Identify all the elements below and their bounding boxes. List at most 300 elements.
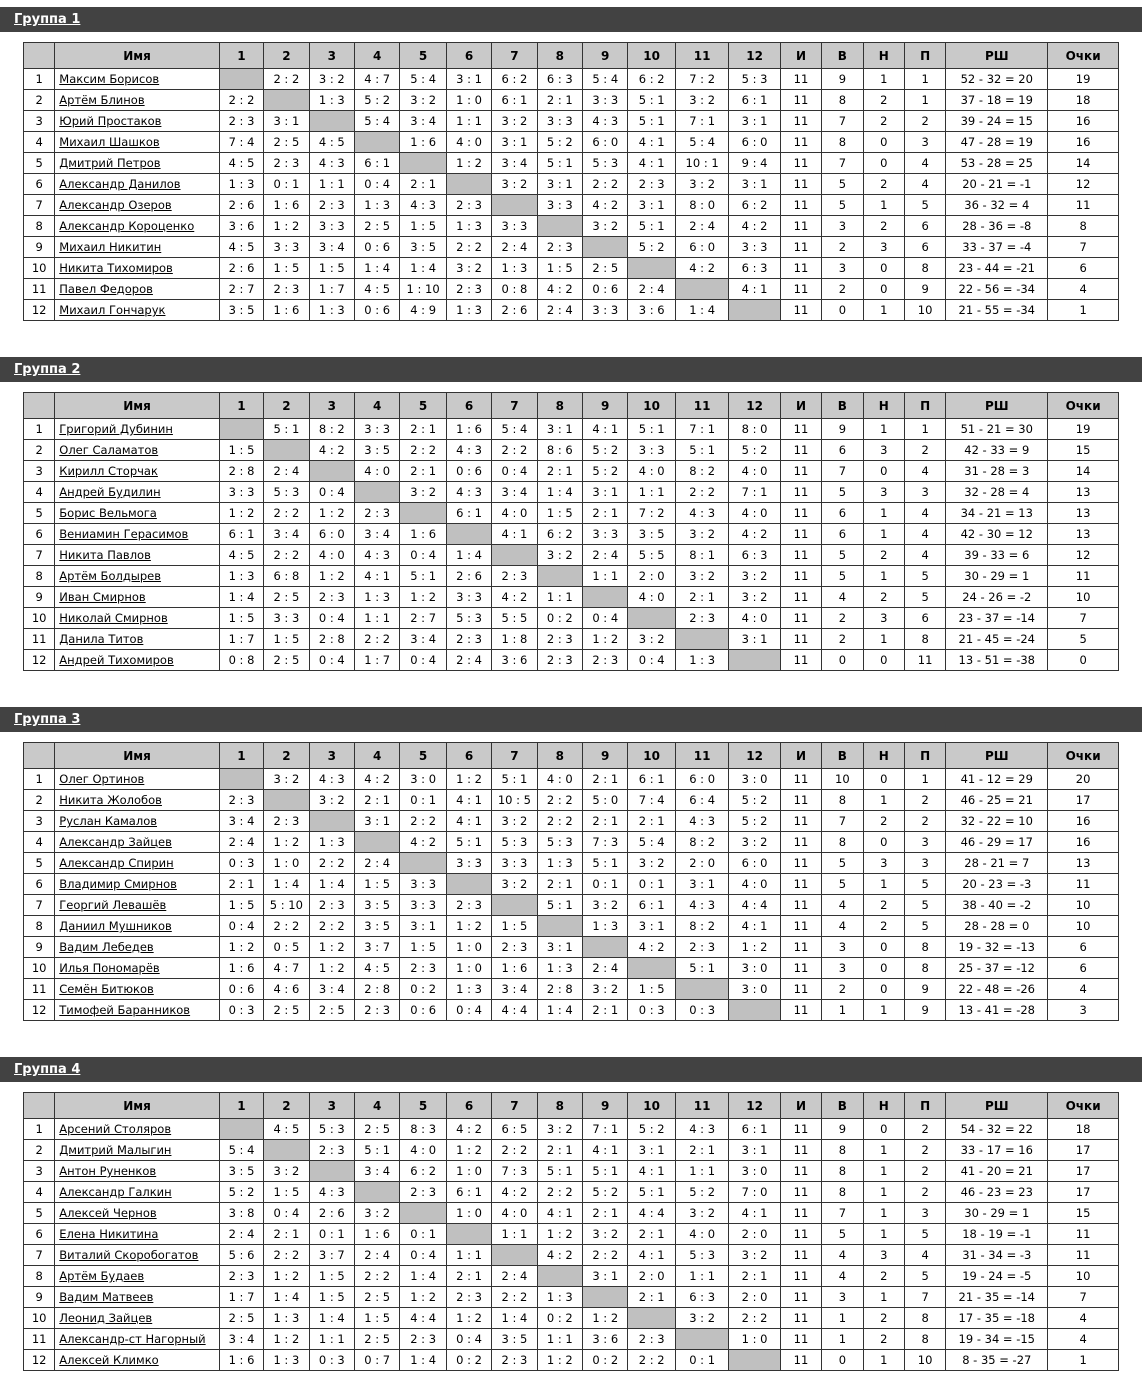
rank-cell: 4 xyxy=(24,482,55,503)
stat-cell: 12 xyxy=(1048,545,1119,566)
stat-cell: 10 xyxy=(1048,916,1119,937)
score-cell: 2 : 3 xyxy=(400,958,446,979)
score-cell: 1 : 4 xyxy=(264,1287,309,1308)
score-cell: 2 : 0 xyxy=(729,1224,780,1245)
stat-cell: 9 xyxy=(904,1000,945,1021)
player-link[interactable]: Арсений Столяров xyxy=(59,1122,172,1136)
rank-cell: 6 xyxy=(24,174,55,195)
score-cell: 7 : 1 xyxy=(583,1119,628,1140)
player-name-cell xyxy=(55,195,220,216)
self-match-cell xyxy=(400,503,446,524)
score-cell: 2 : 3 xyxy=(675,937,728,958)
column-header: 12 xyxy=(729,1093,780,1119)
score-cell: 2 : 3 xyxy=(264,279,309,300)
score-cell: 2 : 2 xyxy=(729,1308,780,1329)
stat-cell: 11 xyxy=(780,1287,821,1308)
player-name-cell xyxy=(55,566,220,587)
stat-cell: 6 xyxy=(1048,958,1119,979)
score-cell: 2 : 1 xyxy=(583,769,628,790)
player-link[interactable]: Андрей Тихомиров xyxy=(59,653,174,667)
rank-cell: 9 xyxy=(24,237,55,258)
score-cell: 7 : 4 xyxy=(628,790,675,811)
player-link[interactable]: Александр Спирин xyxy=(59,856,174,870)
score-cell: 5 : 2 xyxy=(583,461,628,482)
score-cell: 1 : 0 xyxy=(446,937,491,958)
player-link[interactable]: Артём Болдырев xyxy=(59,569,162,583)
rank-cell: 12 xyxy=(24,1000,55,1021)
score-cell: 1 : 2 xyxy=(309,566,354,587)
score-cell: 4 : 0 xyxy=(492,503,537,524)
score-cell: 2 : 1 xyxy=(675,1140,728,1161)
score-cell: 2 : 2 xyxy=(446,237,491,258)
score-cell: 1 : 2 xyxy=(219,937,263,958)
score-cell: 6 : 1 xyxy=(219,524,263,545)
score-cell: 5 : 1 xyxy=(537,895,582,916)
player-link[interactable]: Юрий Простаков xyxy=(59,114,162,128)
stat-cell: 11 xyxy=(780,69,821,90)
stat-cell: 5 xyxy=(822,195,863,216)
score-cell: 1 : 7 xyxy=(354,650,399,671)
score-cell: 1 : 1 xyxy=(354,608,399,629)
stat-cell: 5 xyxy=(904,916,945,937)
score-cell: 5 : 1 xyxy=(264,419,309,440)
standings-table xyxy=(23,742,1119,1021)
score-cell: 1 : 1 xyxy=(537,587,582,608)
score-cell: 1 : 1 xyxy=(309,1329,354,1350)
score-cell: 0 : 3 xyxy=(219,1000,263,1021)
stat-cell: 11 xyxy=(780,90,821,111)
player-link[interactable]: Иван Смирнов xyxy=(59,590,146,604)
score-cell: 1 : 6 xyxy=(264,300,309,321)
stat-cell: 1 xyxy=(822,1000,863,1021)
score-cell: 1 : 5 xyxy=(354,874,399,895)
score-cell: 2 : 2 xyxy=(537,790,582,811)
stat-cell: 13 xyxy=(1048,524,1119,545)
self-match-cell xyxy=(219,769,263,790)
stat-cell: 11 xyxy=(780,608,821,629)
column-header: 5 xyxy=(400,743,446,769)
player-link[interactable]: Олег Саламатов xyxy=(59,443,159,457)
player-name-cell xyxy=(55,811,220,832)
score-cell: 6 : 1 xyxy=(729,90,780,111)
player-link[interactable]: Григорий Дубинин xyxy=(59,422,173,436)
player-link[interactable]: Александр Данилов xyxy=(59,177,181,191)
player-link[interactable]: Кирилл Сторчак xyxy=(59,464,158,478)
stat-cell: 11 xyxy=(780,300,821,321)
stat-cell: 5 xyxy=(904,1266,945,1287)
player-link[interactable]: Семён Битюков xyxy=(59,982,154,996)
stat-cell: 1 xyxy=(863,1161,904,1182)
score-cell: 3 : 2 xyxy=(354,1203,399,1224)
score-cell: 4 : 1 xyxy=(729,1203,780,1224)
self-match-cell xyxy=(400,853,446,874)
self-match-cell xyxy=(628,608,675,629)
score-cell: 2 : 3 xyxy=(583,650,628,671)
score-cell: 1 : 7 xyxy=(219,1287,263,1308)
column-header: 11 xyxy=(675,43,728,69)
score-cell: 2 : 3 xyxy=(264,153,309,174)
stat-cell: 1 xyxy=(863,1224,904,1245)
table-row xyxy=(24,874,1119,895)
score-cell: 3 : 3 xyxy=(537,111,582,132)
score-cell: 2 : 1 xyxy=(400,461,446,482)
player-link[interactable]: Алексей Климко xyxy=(59,1353,159,1367)
score-cell: 3 : 1 xyxy=(729,1140,780,1161)
table-row xyxy=(24,958,1119,979)
group-title-link[interactable]: Группа 4 xyxy=(14,1062,81,1077)
score-cell: 3 : 3 xyxy=(309,216,354,237)
stat-cell: 5 xyxy=(822,174,863,195)
score-cell: 5 : 1 xyxy=(537,153,582,174)
player-link[interactable]: Леонид Зайцев xyxy=(59,1311,153,1325)
player-link[interactable]: Никита Жолобов xyxy=(59,793,162,807)
stat-cell: 10 xyxy=(1048,587,1119,608)
score-cell: 4 : 2 xyxy=(583,195,628,216)
score-cell: 1 : 4 xyxy=(309,1308,354,1329)
score-cell: 2 : 1 xyxy=(264,1224,309,1245)
stat-cell: 3 xyxy=(822,958,863,979)
player-link[interactable]: Александр Галкин xyxy=(59,1185,172,1199)
column-header: П xyxy=(904,43,945,69)
stat-cell: 5 xyxy=(822,566,863,587)
stat-cell: 7 xyxy=(1048,608,1119,629)
player-link[interactable]: Александр Короценко xyxy=(59,219,195,233)
stat-cell: 17 xyxy=(1048,1161,1119,1182)
rank-cell: 1 xyxy=(24,769,55,790)
score-cell: 2 : 3 xyxy=(219,1266,263,1287)
stat-cell: 18 xyxy=(1048,90,1119,111)
score-cell: 3 : 2 xyxy=(729,566,780,587)
stat-cell: 19 xyxy=(1048,419,1119,440)
stat-cell: 11 xyxy=(780,650,821,671)
table-row xyxy=(24,258,1119,279)
score-cell: 0 : 2 xyxy=(537,1308,582,1329)
stat-cell: 11 xyxy=(780,503,821,524)
stat-cell: 10 xyxy=(1048,1266,1119,1287)
stat-cell: 3 xyxy=(863,853,904,874)
score-cell: 1 : 4 xyxy=(537,1000,582,1021)
column-header: 2 xyxy=(264,743,309,769)
score-cell: 3 : 1 xyxy=(628,1140,675,1161)
score-cell: 1 : 2 xyxy=(583,1308,628,1329)
player-link[interactable]: Даниил Мушников xyxy=(59,919,172,933)
score-cell: 7 : 3 xyxy=(583,832,628,853)
rank-cell: 9 xyxy=(24,937,55,958)
player-link[interactable]: Данила Титов xyxy=(59,632,144,646)
player-link[interactable]: Вадим Лебедев xyxy=(59,940,154,954)
score-cell: 4 : 3 xyxy=(583,111,628,132)
score-cell: 2 : 4 xyxy=(583,545,628,566)
score-cell: 3 : 2 xyxy=(492,811,537,832)
stat-cell: 4 xyxy=(904,461,945,482)
score-cell: 3 : 3 xyxy=(729,237,780,258)
score-cell: 2 : 3 xyxy=(628,1329,675,1350)
score-cell: 2 : 0 xyxy=(729,1287,780,1308)
player-link[interactable]: Максим Борисов xyxy=(59,72,160,86)
player-name-cell xyxy=(55,174,220,195)
score-cell: 2 : 8 xyxy=(309,629,354,650)
score-cell: 3 : 2 xyxy=(492,874,537,895)
score-cell: 5 : 1 xyxy=(628,111,675,132)
stat-cell: 2 xyxy=(863,811,904,832)
column-header: И xyxy=(780,393,821,419)
player-link[interactable]: Илья Пономарёв xyxy=(59,961,160,975)
score-cell: 2 : 1 xyxy=(583,1000,628,1021)
player-link[interactable]: Николай Смирнов xyxy=(59,611,168,625)
score-cell: 2 : 2 xyxy=(309,916,354,937)
column-header: 11 xyxy=(675,743,728,769)
header-row xyxy=(24,1093,1119,1119)
self-match-cell xyxy=(446,524,491,545)
score-cell: 3 : 6 xyxy=(583,1329,628,1350)
player-link[interactable]: Елена Никитина xyxy=(59,1227,159,1241)
score-cell: 8 : 0 xyxy=(729,419,780,440)
player-link[interactable]: Георгий Левашёв xyxy=(59,898,167,912)
player-name-cell xyxy=(55,1308,220,1329)
score-cell: 1 : 3 xyxy=(537,958,582,979)
stat-cell: 1 xyxy=(904,90,945,111)
score-cell: 0 : 4 xyxy=(583,608,628,629)
player-link[interactable]: Тимофей Баранников xyxy=(59,1003,191,1017)
score-cell: 6 : 1 xyxy=(446,1182,491,1203)
player-link[interactable]: Александр Зайцев xyxy=(59,835,172,849)
column-header: Н xyxy=(863,393,904,419)
score-cell: 9 : 4 xyxy=(729,153,780,174)
stat-cell: 3 xyxy=(822,216,863,237)
column-header: П xyxy=(904,743,945,769)
table-row xyxy=(24,69,1119,90)
stat-cell: 11 xyxy=(780,1350,821,1371)
self-match-cell xyxy=(583,587,628,608)
column-header: 3 xyxy=(309,1093,354,1119)
self-match-cell xyxy=(400,153,446,174)
stat-cell: 7 xyxy=(822,461,863,482)
stat-cell: 10 xyxy=(1048,895,1119,916)
column-header: Имя xyxy=(55,743,220,769)
score-cell: 3 : 5 xyxy=(628,524,675,545)
score-cell: 1 : 3 xyxy=(309,300,354,321)
player-link[interactable]: Дмитрий Петров xyxy=(59,156,161,170)
player-link[interactable]: Руслан Камалов xyxy=(59,814,158,828)
self-match-cell xyxy=(729,650,780,671)
player-link[interactable]: Владимир Смирнов xyxy=(59,877,177,891)
player-link[interactable]: Михаил Гончарук xyxy=(59,303,166,317)
stat-cell: 1 xyxy=(863,1182,904,1203)
player-link[interactable]: Павел Федоров xyxy=(59,282,153,296)
score-cell: 1 : 3 xyxy=(309,832,354,853)
player-link[interactable]: Александр Озеров xyxy=(59,198,172,212)
player-link[interactable]: Борис Вельмога xyxy=(59,506,157,520)
score-cell: 1 : 2 xyxy=(729,937,780,958)
self-match-cell xyxy=(400,1203,446,1224)
stat-cell: 19 - 24 = -5 xyxy=(946,1266,1048,1287)
rank-cell: 2 xyxy=(24,790,55,811)
player-link[interactable]: Антон Руненков xyxy=(59,1164,157,1178)
score-cell: 1 : 1 xyxy=(537,1329,582,1350)
score-cell: 3 : 3 xyxy=(537,195,582,216)
score-cell: 1 : 2 xyxy=(446,153,491,174)
score-cell: 3 : 2 xyxy=(309,69,354,90)
score-cell: 1 : 2 xyxy=(264,1329,309,1350)
player-link[interactable]: Никита Тихомиров xyxy=(59,261,173,275)
stat-cell: 9 xyxy=(904,279,945,300)
score-cell: 1 : 6 xyxy=(219,958,263,979)
score-cell: 2 : 2 xyxy=(219,90,263,111)
column-header: И xyxy=(780,43,821,69)
player-link[interactable]: Вениамин Герасимов xyxy=(59,527,189,541)
score-cell: 2 : 5 xyxy=(309,1000,354,1021)
score-cell: 3 : 0 xyxy=(729,1161,780,1182)
score-cell: 1 : 3 xyxy=(354,587,399,608)
score-cell: 2 : 3 xyxy=(446,895,491,916)
player-link[interactable]: Михаил Никитин xyxy=(59,240,162,254)
stat-cell: 46 - 29 = 17 xyxy=(946,832,1048,853)
stat-cell: 17 - 35 = -18 xyxy=(946,1308,1048,1329)
self-match-cell xyxy=(219,69,263,90)
player-link[interactable]: Михаил Шашков xyxy=(59,135,160,149)
stat-cell: 11 xyxy=(780,916,821,937)
score-cell: 3 : 3 xyxy=(446,853,491,874)
score-cell: 0 : 1 xyxy=(400,790,446,811)
player-link[interactable]: Артём Будаев xyxy=(59,1269,145,1283)
player-name-cell xyxy=(55,1161,220,1182)
self-match-cell xyxy=(537,216,582,237)
player-link[interactable]: Андрей Будилин xyxy=(59,485,161,499)
score-cell: 4 : 3 xyxy=(309,153,354,174)
rank-cell: 8 xyxy=(24,916,55,937)
stat-cell: 11 xyxy=(780,1182,821,1203)
stat-cell: 17 xyxy=(1048,1182,1119,1203)
stat-cell: 20 xyxy=(1048,769,1119,790)
score-cell: 4 : 3 xyxy=(400,195,446,216)
group-title-link[interactable]: Группа 1 xyxy=(14,12,81,27)
score-cell: 1 : 4 xyxy=(446,545,491,566)
self-match-cell xyxy=(729,1000,780,1021)
rank-cell: 11 xyxy=(24,979,55,1000)
stat-cell: 53 - 28 = 25 xyxy=(946,153,1048,174)
stat-cell: 11 xyxy=(780,237,821,258)
player-link[interactable]: Алексей Чернов xyxy=(59,1206,157,1220)
score-cell: 4 : 5 xyxy=(219,545,263,566)
player-name-cell xyxy=(55,769,220,790)
score-cell: 2 : 8 xyxy=(219,461,263,482)
player-name-cell xyxy=(55,1140,220,1161)
score-cell: 2 : 3 xyxy=(446,279,491,300)
score-cell: 0 : 1 xyxy=(583,874,628,895)
stat-cell: 10 xyxy=(904,300,945,321)
score-cell: 5 : 3 xyxy=(309,1119,354,1140)
player-name-cell xyxy=(55,790,220,811)
score-cell: 3 : 1 xyxy=(264,111,309,132)
stat-cell: 21 - 55 = -34 xyxy=(946,300,1048,321)
rank-cell: 12 xyxy=(24,300,55,321)
score-cell: 1 : 4 xyxy=(219,587,263,608)
player-link[interactable]: Александр-ст Нагорный xyxy=(59,1332,206,1346)
stat-cell: 0 xyxy=(863,461,904,482)
score-cell: 5 : 1 xyxy=(492,769,537,790)
player-link[interactable]: Дмитрий Малыгин xyxy=(59,1143,172,1157)
stat-cell: 8 xyxy=(904,937,945,958)
self-match-cell xyxy=(264,1140,309,1161)
group-title-link[interactable]: Группа 3 xyxy=(14,712,81,727)
score-cell: 5 : 3 xyxy=(446,608,491,629)
score-cell: 1 : 5 xyxy=(219,608,263,629)
player-link[interactable]: Виталий Скоробогатов xyxy=(59,1248,199,1262)
player-link[interactable]: Никита Павлов xyxy=(59,548,151,562)
score-cell: 2 : 4 xyxy=(354,1245,399,1266)
score-cell: 2 : 3 xyxy=(446,1287,491,1308)
score-cell: 1 : 0 xyxy=(446,90,491,111)
stat-cell: 1 xyxy=(863,195,904,216)
player-name-cell xyxy=(55,650,220,671)
score-cell: 2 : 5 xyxy=(583,258,628,279)
score-cell: 5 : 5 xyxy=(628,545,675,566)
stat-cell: 46 - 23 = 23 xyxy=(946,1182,1048,1203)
score-cell: 8 : 6 xyxy=(537,440,582,461)
table-row xyxy=(24,811,1119,832)
column-header: 4 xyxy=(354,393,399,419)
score-cell: 1 : 1 xyxy=(446,111,491,132)
rank-cell: 3 xyxy=(24,461,55,482)
stat-cell: 11 xyxy=(780,1266,821,1287)
column-header: И xyxy=(780,743,821,769)
score-cell: 3 : 1 xyxy=(537,937,582,958)
player-link[interactable]: Артём Блинов xyxy=(59,93,145,107)
score-cell: 1 : 4 xyxy=(537,482,582,503)
score-cell: 1 : 4 xyxy=(264,874,309,895)
self-match-cell xyxy=(675,629,728,650)
score-cell: 8 : 2 xyxy=(675,461,728,482)
score-cell: 0 : 2 xyxy=(537,608,582,629)
stat-cell: 11 xyxy=(780,769,821,790)
stat-cell: 1 xyxy=(863,524,904,545)
stat-cell: 11 xyxy=(780,1140,821,1161)
score-cell: 2 : 0 xyxy=(628,566,675,587)
table-row xyxy=(24,503,1119,524)
column-header: 9 xyxy=(583,1093,628,1119)
score-cell: 4 : 2 xyxy=(400,832,446,853)
self-match-cell xyxy=(729,300,780,321)
column-header: 11 xyxy=(675,1093,728,1119)
stat-cell: 2 xyxy=(822,979,863,1000)
group-title-link[interactable]: Группа 2 xyxy=(14,362,81,377)
player-link[interactable]: Вадим Матвеев xyxy=(59,1290,154,1304)
score-cell: 1 : 2 xyxy=(309,958,354,979)
score-cell: 3 : 3 xyxy=(400,874,446,895)
stat-cell: 8 xyxy=(822,1182,863,1203)
score-cell: 3 : 1 xyxy=(628,195,675,216)
column-header: 12 xyxy=(729,43,780,69)
stat-cell: 11 xyxy=(780,258,821,279)
table-row xyxy=(24,1203,1119,1224)
score-cell: 3 : 2 xyxy=(537,545,582,566)
score-cell: 1 : 10 xyxy=(400,279,446,300)
rank-cell: 3 xyxy=(24,1161,55,1182)
score-cell: 0 : 6 xyxy=(354,300,399,321)
score-cell: 7 : 1 xyxy=(675,419,728,440)
stat-cell: 0 xyxy=(863,937,904,958)
stat-cell: 21 - 35 = -14 xyxy=(946,1287,1048,1308)
score-cell: 3 : 5 xyxy=(354,895,399,916)
stat-cell: 52 - 32 = 20 xyxy=(946,69,1048,90)
standings-table xyxy=(23,1092,1119,1371)
rank-cell: 11 xyxy=(24,1329,55,1350)
table-row xyxy=(24,111,1119,132)
stat-cell: 5 xyxy=(904,874,945,895)
player-link[interactable]: Олег Ортинов xyxy=(59,772,145,786)
score-cell: 1 : 5 xyxy=(309,1287,354,1308)
rank-cell: 6 xyxy=(24,1224,55,1245)
